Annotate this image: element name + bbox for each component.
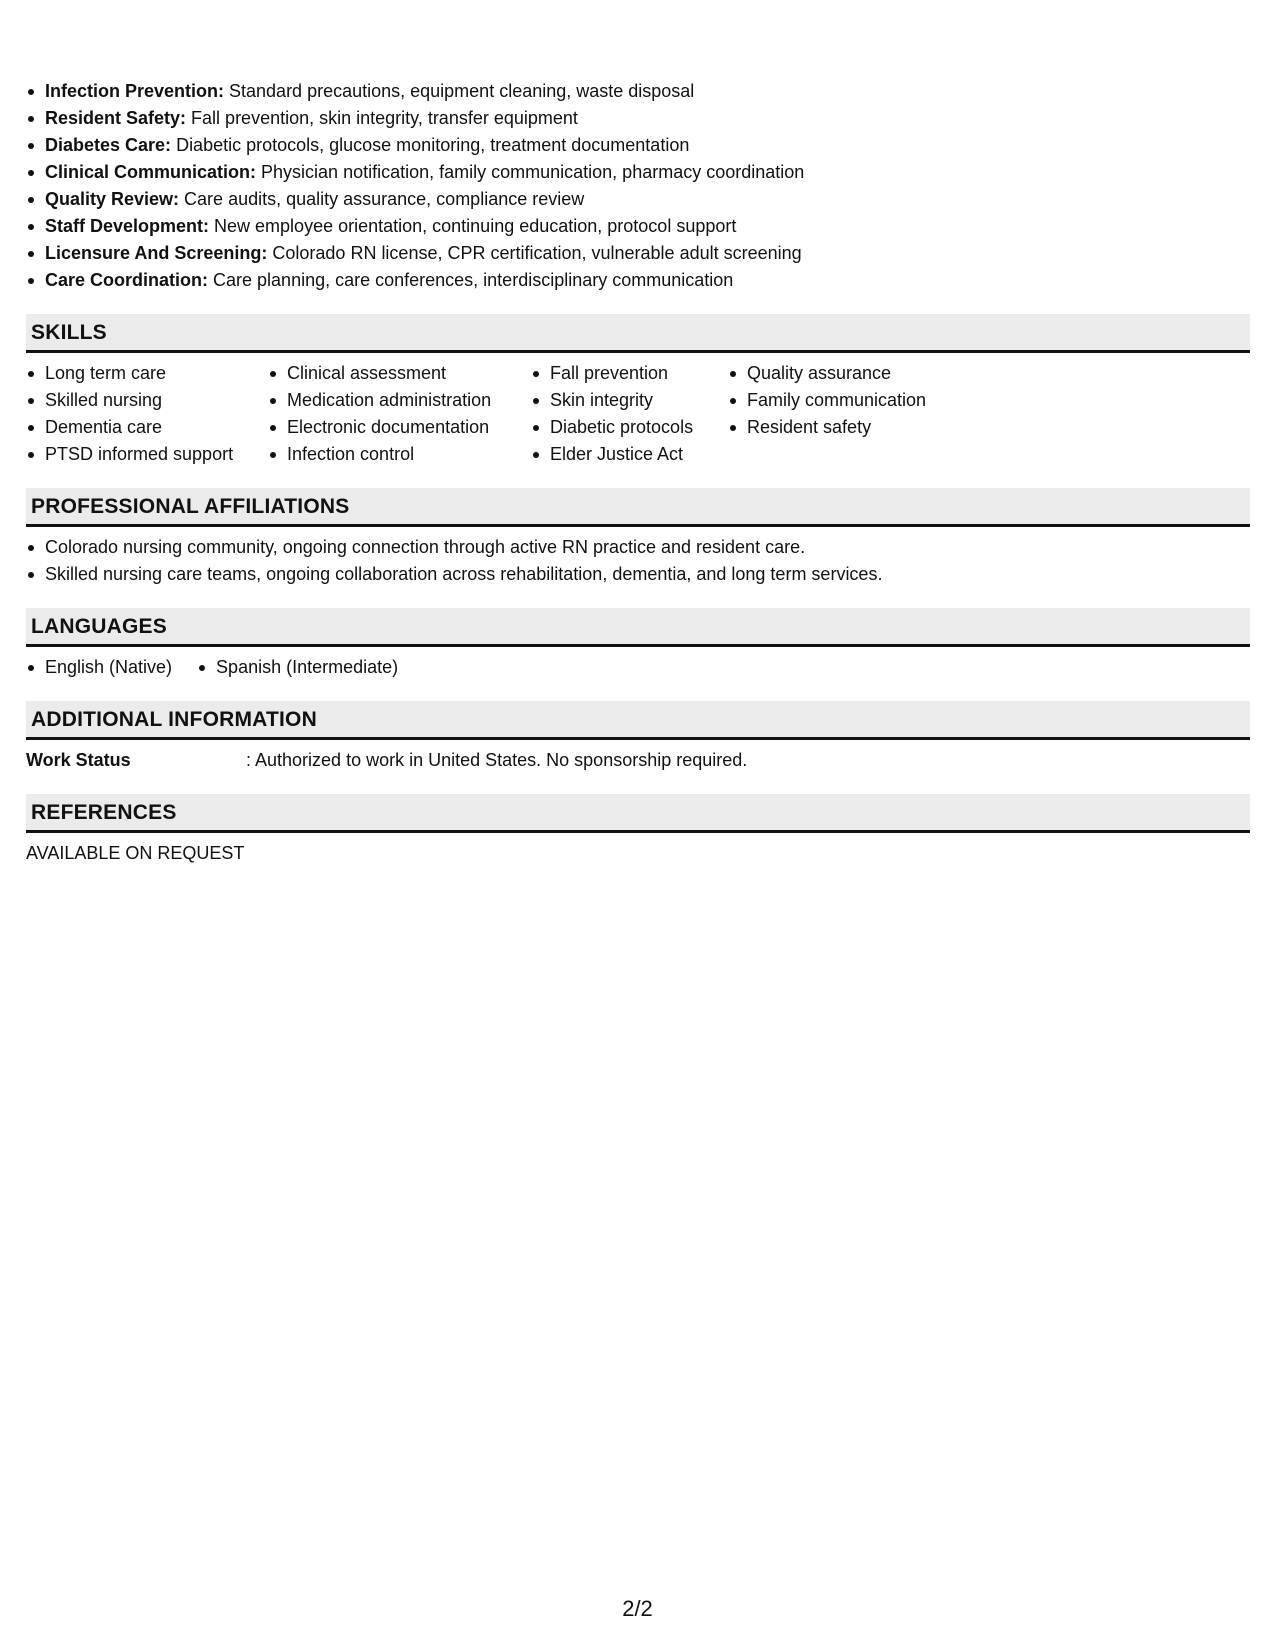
affiliations-section	[26, 488, 1250, 588]
resume-page	[26, 78, 1250, 867]
competency-item	[26, 267, 1250, 294]
competency-text: Colorado RN license, CPR certification, vulnerable adult screening	[267, 243, 802, 263]
skills-grid	[26, 353, 1250, 468]
competency-label: Licensure And Screening:	[45, 243, 268, 263]
competency-item	[26, 186, 1250, 213]
skills-column	[268, 360, 531, 468]
competency-label: Staff Development:	[45, 216, 210, 236]
competency-item	[26, 105, 1250, 132]
section-heading: LANGUAGES	[26, 608, 1250, 647]
skill-item: Skilled nursing	[26, 387, 268, 414]
section-heading: PROFESSIONAL AFFILIATIONS	[26, 488, 1250, 527]
skill-item: PTSD informed support	[26, 441, 268, 468]
competency-item	[26, 240, 1250, 267]
competency-text: Care planning, care conferences, interdisciplinary communication	[208, 270, 734, 290]
skill-item: Diabetic protocols	[531, 414, 728, 441]
skill-item: Quality assurance	[728, 360, 968, 387]
language-item: Spanish (Intermediate)	[197, 654, 398, 681]
competency-item	[26, 78, 1250, 105]
competency-label: Resident Safety:	[45, 108, 187, 128]
competency-text: Diabetic protocols, glucose monitoring, treatment documentation	[171, 135, 690, 155]
skill-item: Clinical assessment	[268, 360, 531, 387]
section-heading: ADDITIONAL INFORMATION	[26, 701, 1250, 740]
page-number: 2/2	[622, 1596, 653, 1621]
competencies-list	[26, 78, 1250, 294]
competency-text: Fall prevention, skin integrity, transfer equipment	[186, 108, 578, 128]
language-item: English (Native)	[26, 654, 172, 681]
skills-column	[531, 360, 728, 468]
section-heading: SKILLS	[26, 314, 1250, 353]
skill-item: Elder Justice Act	[531, 441, 728, 468]
competency-item	[26, 159, 1250, 186]
competency-item	[26, 213, 1250, 240]
competency-text: Physician notification, family communication, pharmacy coordination	[256, 162, 805, 182]
languages-section	[26, 608, 1250, 681]
skills-column	[728, 360, 968, 468]
competency-text: Care audits, quality assurance, compliance review	[179, 189, 585, 209]
skill-item: Resident safety	[728, 414, 968, 441]
competency-label: Quality Review:	[45, 189, 180, 209]
skill-item: Dementia care	[26, 414, 268, 441]
competency-label: Care Coordination:	[45, 270, 209, 290]
skill-item: Long term care	[26, 360, 268, 387]
skill-item: Infection control	[268, 441, 531, 468]
skill-item: Family communication	[728, 387, 968, 414]
competency-text: New employee orientation, continuing education, protocol support	[209, 216, 737, 236]
affiliations-list	[26, 527, 1250, 588]
competency-text: Standard precautions, equipment cleaning, waste disposal	[224, 81, 695, 101]
section-heading: REFERENCES	[26, 794, 1250, 833]
skills-column	[26, 360, 268, 468]
references-section	[26, 794, 1250, 867]
references-text: AVAILABLE ON REQUEST	[26, 843, 245, 863]
skill-item: Electronic documentation	[268, 414, 531, 441]
skill-item: Medication administration	[268, 387, 531, 414]
competency-label: Clinical Communication:	[45, 162, 257, 182]
affiliation-item: Skilled nursing care teams, ongoing collaboration across rehabilitation, dementia, and long term services.	[26, 561, 1250, 588]
skill-item: Fall prevention	[531, 360, 728, 387]
skill-item: Skin integrity	[531, 387, 728, 414]
affiliation-item: Colorado nursing community, ongoing connection through active RN practice and resident care.	[26, 534, 1250, 561]
work-status-label: Work Status	[26, 750, 131, 770]
languages-list	[26, 647, 1250, 681]
additional-information-section	[26, 701, 1250, 774]
competency-label: Infection Prevention:	[45, 81, 225, 101]
work-status-value: : Authorized to work in United States. No sponsorship required.	[246, 750, 748, 770]
competency-item	[26, 132, 1250, 159]
skills-section	[26, 314, 1250, 468]
work-status-row	[26, 740, 1250, 774]
competency-label: Diabetes Care:	[45, 135, 172, 155]
